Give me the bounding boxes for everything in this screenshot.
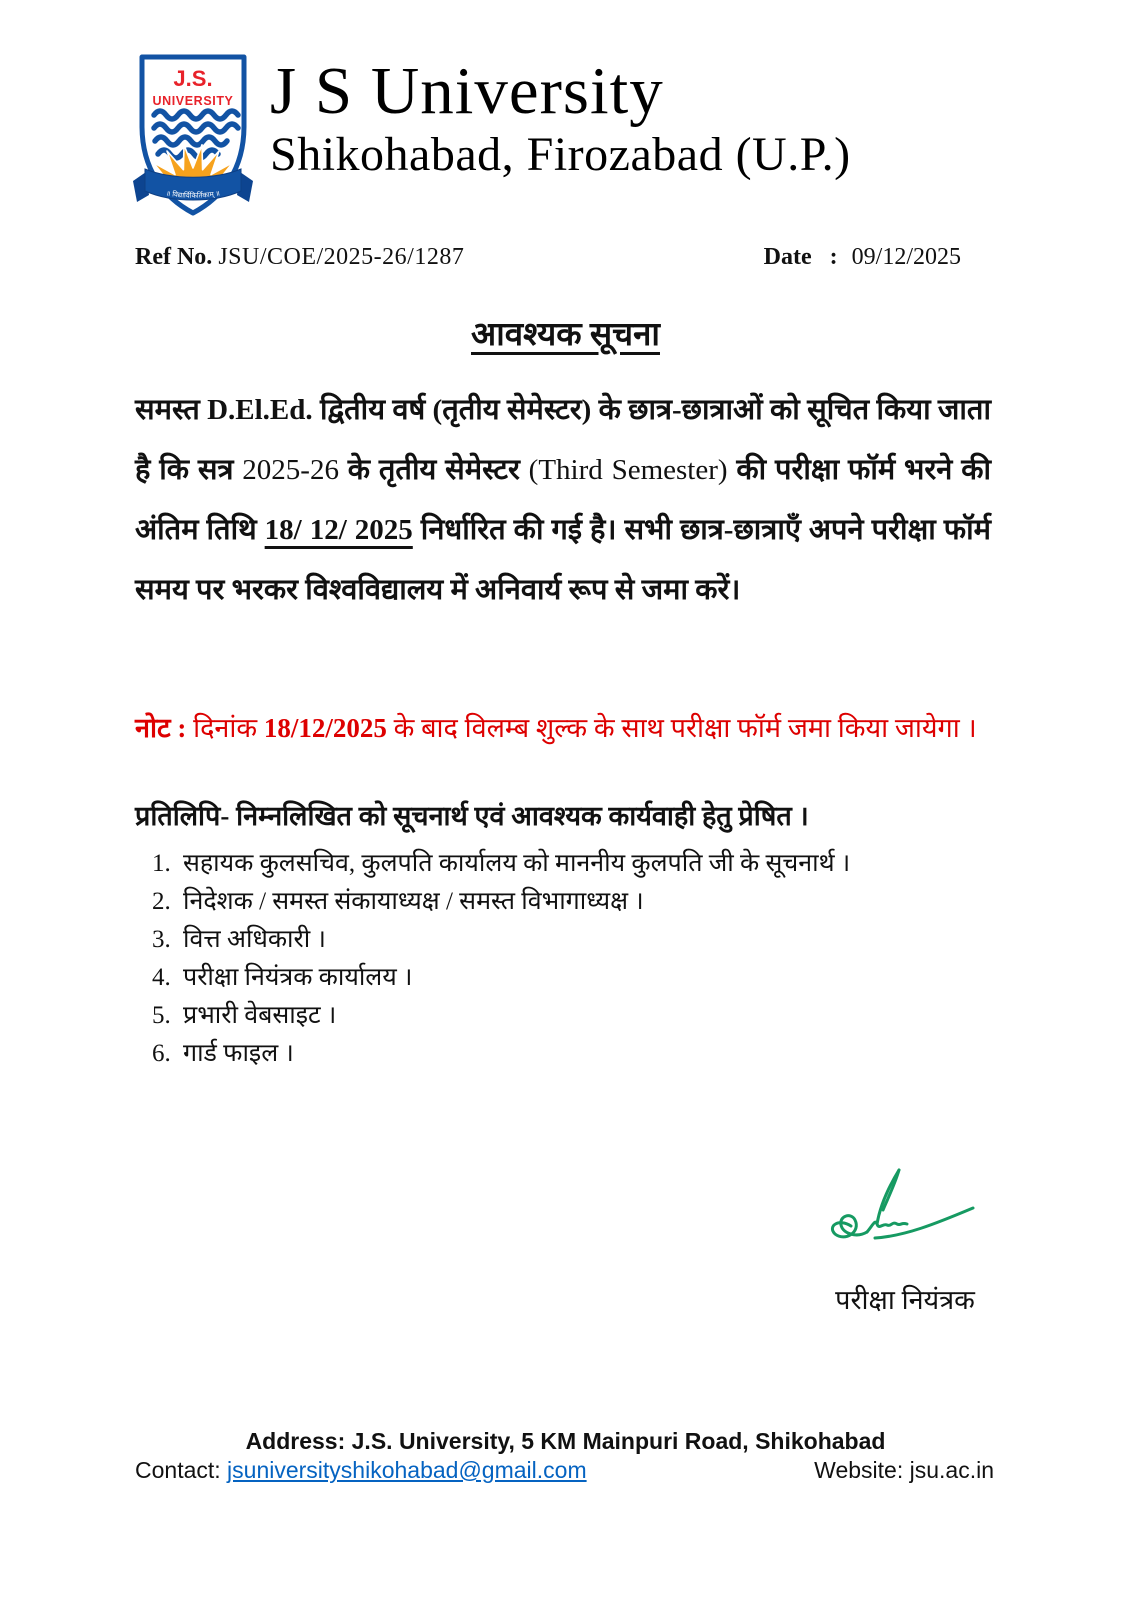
text-segment: 18/12/2025 — [263, 713, 394, 743]
copy-section — [135, 796, 1005, 1073]
copy-list — [135, 845, 1005, 1073]
website-value: jsu.ac.in — [909, 1457, 994, 1483]
copy-list-item: 3. वित्त अधिकारी । — [177, 921, 1005, 959]
date-group — [764, 244, 991, 271]
text-segment: D.El.Ed. — [207, 394, 320, 426]
text-segment: की परीक्षा फॉर्म भरने की अंतिम तिथि — [135, 454, 991, 546]
footer-contact — [135, 1457, 587, 1484]
university-logo — [132, 50, 254, 220]
signature-block — [795, 1162, 1015, 1277]
signature-icon — [815, 1162, 995, 1272]
copy-list-item: 4. परीक्षा नियंत्रक कार्यालय । — [177, 959, 1005, 997]
text-segment: (Third Semester) — [528, 454, 737, 486]
header-text — [270, 56, 851, 184]
copy-heading: प्रतिलिपि- निम्नलिखित को सूचनार्थ एवं आवश्यक कार्यवाही हेतु प्रेषित । — [135, 801, 809, 831]
signatory-title: परीक्षा नियंत्रक — [835, 1285, 975, 1315]
text-segment: के तृतीय सेमेस्टर — [347, 454, 529, 486]
date-label: Date — [763, 244, 812, 270]
ref-value: JSU/COE/2025-26/1287 — [218, 244, 465, 270]
university-name: J S University — [270, 54, 664, 128]
text-segment: नोट : — [135, 713, 194, 743]
text-segment: 2025-26 — [242, 454, 348, 486]
university-location: Shikohabad, Firozabad (U.P.) — [270, 128, 851, 181]
copy-list-item: 2. निदेशक / समस्त संकायाध्यक्ष / समस्त विभागाध्यक्ष । — [177, 883, 1005, 921]
ref-label: Ref No. — [135, 244, 213, 270]
contact-email-link[interactable]: jsuniversityshikohabad@gmail.com — [227, 1457, 587, 1483]
website-label: Website: — [814, 1457, 910, 1483]
text-segment: द्वितीय वर्ष (तृतीय सेमेस्टर) के छात्र-छात्राओं को सूचित किया जाता है कि सत्र — [135, 394, 991, 486]
note-line — [135, 708, 1015, 745]
ref-number — [135, 244, 464, 271]
date-separator: : — [829, 244, 838, 270]
text-segment: निर्धारित की गई है। सभी छात्र-छात्राएँ अपने परीक्षा फॉर्म समय पर भरकर विश्वविद्यालय में अनिवार्य रूप से जमा करें। — [135, 514, 991, 606]
page-header — [132, 50, 851, 220]
text-segment: दिनांक — [193, 713, 264, 743]
notice-title-wrap — [0, 310, 1131, 355]
date-value: 09/12/2025 — [851, 244, 961, 270]
notice-title: आवश्यक सूचना — [471, 317, 660, 353]
notice-body — [135, 380, 991, 620]
copy-list-item: 1. सहायक कुलसचिव, कुलपति कार्यालय को माननीय कुलपति जी के सूचनार्थ । — [177, 845, 1005, 883]
text-segment: 18/ 12/ 2025 — [264, 514, 413, 546]
footer-address: Address: J.S. University, 5 KM Mainpuri Road, Shikohabad — [245, 1428, 886, 1454]
footer-website — [814, 1457, 994, 1484]
ref-date-row — [135, 244, 991, 271]
svg-text:॥ विद्यार्विकिर्तिकाम् ॥: ॥ विद्यार्विकिर्तिकाम् ॥ — [165, 190, 221, 200]
copy-list-item: 6. गार्ड फाइल । — [177, 1035, 1005, 1073]
text-segment: के बाद विलम्ब शुल्क के साथ परीक्षा फॉर्म जमा किया जायेगा । — [393, 713, 977, 743]
university-crest-icon — [132, 50, 254, 220]
footer-row — [135, 1457, 994, 1484]
svg-text:J.S.: J.S. — [173, 66, 213, 91]
text-segment: समस्त — [135, 394, 208, 426]
contact-label: Contact: — [135, 1457, 228, 1483]
copy-list-item: 5. प्रभारी वेबसाइट । — [177, 997, 1005, 1035]
svg-text:UNIVERSITY: UNIVERSITY — [152, 94, 234, 108]
